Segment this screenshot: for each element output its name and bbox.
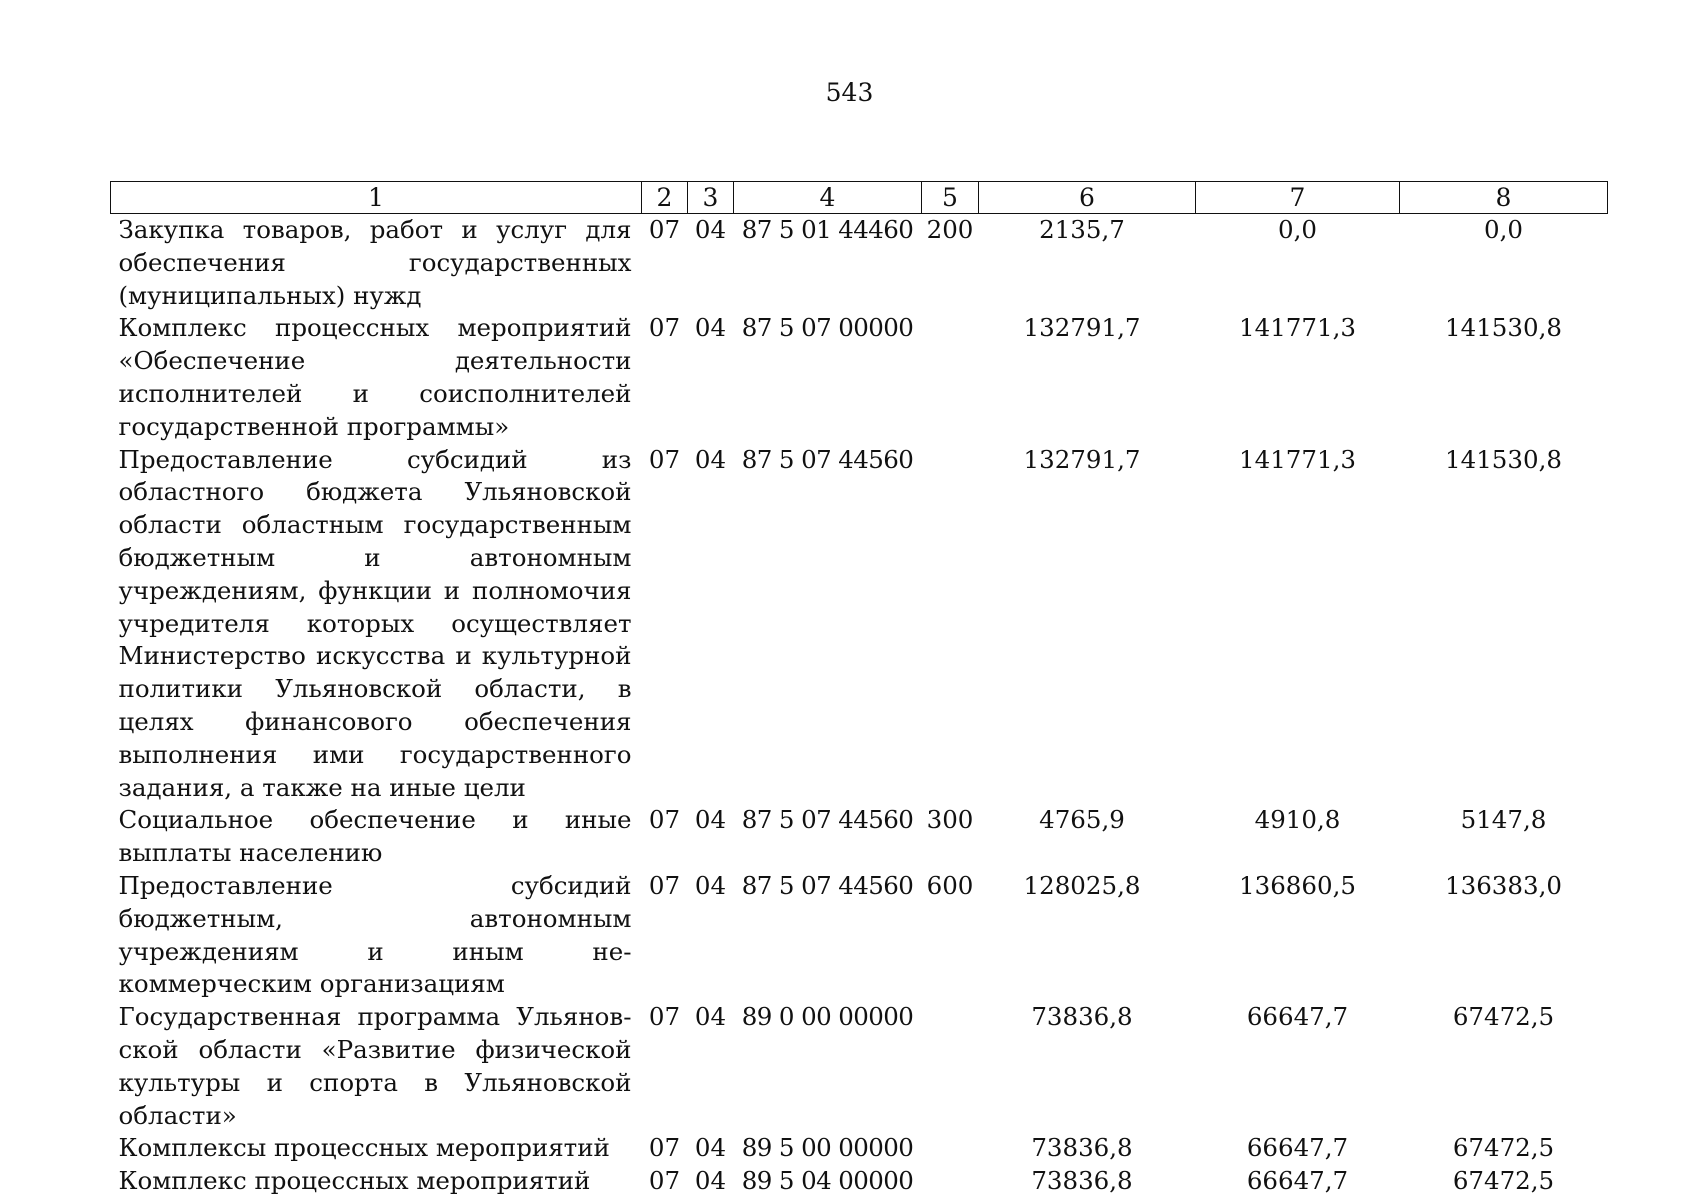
section-code: 07 [648, 1002, 681, 1032]
subsection-code: 04 [694, 313, 727, 343]
table-header [111, 182, 1608, 214]
budget-table [110, 181, 1608, 1198]
amount-col7: 141771,3 [1239, 444, 1356, 474]
amount-col7: 141771,3 [1239, 313, 1356, 343]
header-row [111, 182, 1608, 214]
subsection-code: 04 [694, 805, 727, 835]
amount-col8: 141530,8 [1445, 444, 1562, 474]
target-article-code: 89 5 00 00000 [741, 1133, 914, 1163]
section-code: 07 [648, 805, 681, 835]
row-name: Комплекс процессных мероприятий «Обеспечение деятельности исполнителей и соисполнителей государственной программы» [118, 313, 632, 441]
subsection-code: 04 [694, 1002, 727, 1032]
amount-col7: 66647,7 [1246, 1133, 1349, 1163]
amount-col6: 73836,8 [1031, 1002, 1133, 1032]
expense-type-code [922, 1001, 979, 1132]
expense-type-code [922, 1165, 979, 1198]
table-row [111, 1165, 1608, 1198]
expense-type-code [922, 444, 979, 805]
row-name: Комплекс процессных мероприятий [118, 1166, 591, 1196]
table-row [111, 312, 1608, 443]
table-row [111, 804, 1608, 870]
target-article-code: 87 5 07 44560 [741, 805, 914, 835]
table-row [111, 214, 1608, 313]
expense-type-code: 600 [926, 870, 974, 900]
expense-type-code [922, 1132, 979, 1165]
table-row [111, 1132, 1608, 1165]
column-header-4: 4 [734, 182, 922, 214]
amount-col6: 73836,8 [1031, 1166, 1133, 1196]
target-article-code: 87 5 01 44460 [741, 215, 914, 244]
target-article-code: 87 5 07 00000 [741, 313, 914, 343]
amount-col6: 4765,9 [1039, 805, 1125, 835]
amount-col8: 136383,0 [1445, 870, 1562, 900]
subsection-code: 04 [694, 1133, 727, 1163]
subsection-code: 04 [694, 870, 727, 900]
amount-col8: 0,0 [1484, 215, 1523, 244]
section-code: 07 [648, 1133, 681, 1163]
row-name: Социальное обеспечение и иные выплаты населению [118, 805, 632, 868]
table-body [111, 214, 1608, 1198]
table-row [111, 870, 1608, 1001]
amount-col7: 66647,7 [1246, 1002, 1349, 1032]
row-name: Предоставление субсидий бюджетным, автономным учреждениям и иным некоммерческим организациям [118, 870, 632, 999]
row-name: Комплексы процессных мероприятий [118, 1133, 610, 1163]
amount-col8: 67472,5 [1452, 1133, 1555, 1163]
row-name: Государственная программа Ульяновской области «Развитие физической культуры и спорта в Ульяновской области» [118, 1002, 632, 1130]
subsection-code: 04 [694, 215, 727, 244]
page-number: 543 [825, 78, 874, 107]
amount-col7: 0,0 [1278, 215, 1317, 244]
subsection-code: 04 [694, 1166, 727, 1196]
table-row [111, 444, 1608, 805]
column-header-6: 6 [979, 182, 1196, 214]
row-name: Предоставление субсидий из областного бюджета Ульяновской области областным государственным бюджетным и автономным учреждениям, функции и полномочия учредителя которых осуществляет Министерство искусства и культурной политики Ульяновской области, в целях финансового обеспечения выполнения ими государственного задания, а также на иные цели [118, 444, 632, 802]
column-header-1: 1 [111, 182, 642, 214]
target-article-code: 87 5 07 44560 [741, 870, 914, 900]
column-header-5: 5 [922, 182, 979, 214]
amount-col6: 2135,7 [1039, 215, 1125, 244]
target-article-code: 89 5 04 00000 [741, 1166, 914, 1196]
amount-col8: 5147,8 [1460, 805, 1547, 835]
section-code: 07 [648, 313, 681, 343]
subsection-code: 04 [694, 444, 727, 474]
column-header-3: 3 [688, 182, 734, 214]
amount-col8: 67472,5 [1452, 1166, 1555, 1196]
amount-col7: 66647,7 [1246, 1166, 1349, 1196]
column-header-2: 2 [642, 182, 688, 214]
column-header-8: 8 [1400, 182, 1608, 214]
amount-col6: 128025,8 [1023, 870, 1141, 900]
target-article-code: 89 0 00 00000 [741, 1002, 914, 1032]
amount-col6: 132791,7 [1023, 313, 1141, 343]
amount-col7: 4910,8 [1254, 805, 1341, 835]
expense-type-code [922, 312, 979, 443]
section-code: 07 [648, 1166, 681, 1196]
row-name: Закупка товаров, работ и услуг для обеспечения государственных (муниципальных) нужд [118, 215, 632, 310]
column-header-7: 7 [1196, 182, 1400, 214]
expense-type-code: 200 [926, 215, 974, 244]
amount-col7: 136860,5 [1239, 870, 1356, 900]
amount-col8: 67472,5 [1452, 1002, 1555, 1032]
amount-col6: 73836,8 [1031, 1133, 1133, 1163]
table-row [111, 1001, 1608, 1132]
section-code: 07 [648, 444, 681, 474]
amount-col8: 141530,8 [1445, 313, 1562, 343]
target-article-code: 87 5 07 44560 [741, 444, 914, 474]
amount-col6: 132791,7 [1023, 444, 1141, 474]
section-code: 07 [648, 870, 681, 900]
section-code: 07 [648, 215, 681, 244]
expense-type-code: 300 [926, 805, 974, 835]
